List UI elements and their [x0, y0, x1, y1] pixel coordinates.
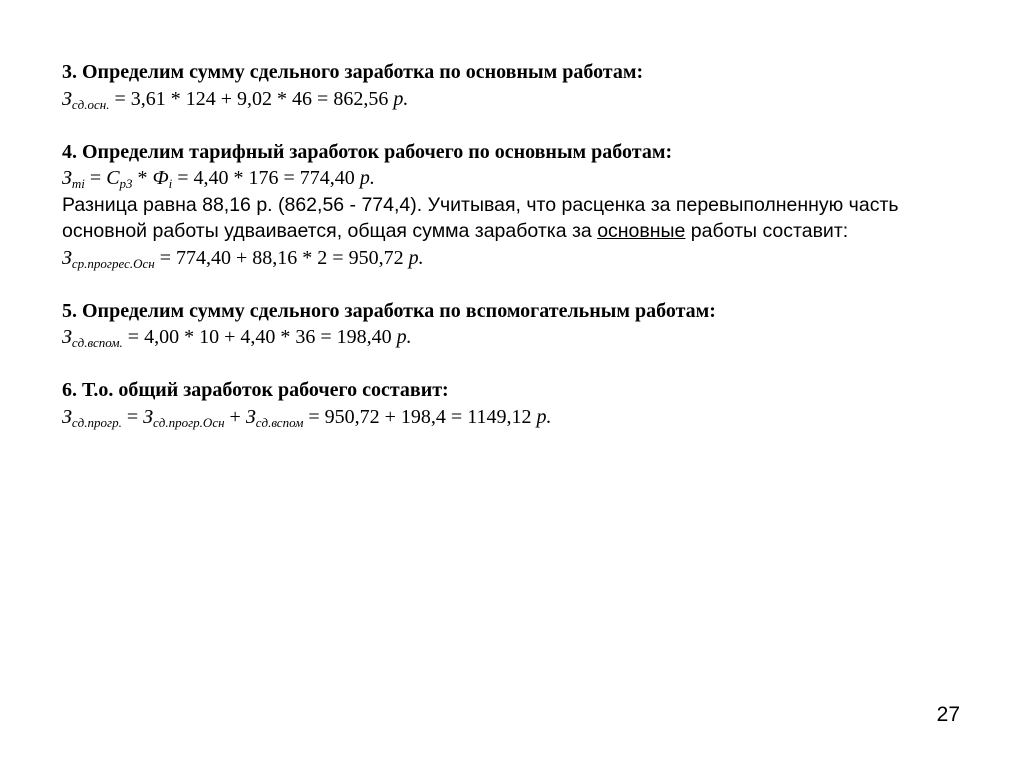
formula-symbol: З: [62, 87, 72, 110]
underlined-word: основные: [597, 220, 686, 242]
spacer: [62, 351, 982, 378]
formula-symbol: З: [62, 405, 72, 428]
formula-subscript: сд.прогр.Осн: [153, 414, 225, 430]
section-4-heading: 4. Определим тарифный заработок рабочего по основным работам:: [62, 140, 673, 163]
formula-subscript: сд.вспом: [255, 414, 304, 430]
page-number: 27: [936, 703, 960, 726]
formula-subscript: сд.осн.: [71, 96, 110, 112]
section-6-formula: [62, 404, 982, 431]
formula-symbol: З: [62, 326, 72, 348]
formula-subscript: ср.прогрес.Осн: [71, 255, 155, 271]
section-4-text-line-2: [62, 218, 982, 245]
formula-times: *: [132, 167, 153, 189]
formula-equals: =: [84, 167, 107, 189]
section-4-formula-2: [62, 245, 982, 272]
spacer: [62, 112, 982, 139]
formula-expression: = 4,00 * 10 + 4,40 * 36 = 198,40: [122, 326, 397, 348]
formula-equals: =: [121, 405, 144, 428]
formula-expression: = 950,72 + 198,4 = 1149,12: [303, 405, 537, 428]
text-segment: основной работы удваивается, общая сумма заработка за: [62, 220, 598, 242]
formula-symbol: С: [106, 167, 120, 189]
formula-unit: р.: [359, 167, 375, 189]
section-3-heading: 3. Определим сумму сдельного заработка по основным работам:: [62, 61, 644, 83]
text-segment: работы составит:: [685, 220, 849, 242]
formula-subscript: сд.вспом.: [71, 335, 123, 350]
section-3-formula: [62, 86, 982, 113]
formula-expression: = 4,40 * 176 = 774,40: [172, 167, 360, 189]
formula-symbol: Ф: [152, 167, 169, 189]
formula-unit: р.: [408, 246, 424, 269]
formula-plus: +: [224, 405, 246, 428]
formula-unit: р.: [393, 87, 409, 110]
section-6-heading: 6. Т.о. общий заработок рабочего составит:: [62, 379, 449, 401]
formula-symbol: З: [62, 246, 72, 269]
formula-expression: = 3,61 * 124 + 9,02 * 46 = 862,56: [109, 87, 394, 110]
formula-subscript: тi: [71, 176, 85, 191]
formula-subscript: сд.прогр.: [71, 414, 122, 430]
formula-symbol: З: [143, 405, 154, 428]
section-5-heading: 5. Определим сумму сдельного заработка по вспомогательным работам:: [62, 299, 716, 322]
slide-content: [62, 59, 982, 430]
formula-expression: = 774,40 + 88,16 * 2 = 950,72: [154, 246, 409, 269]
formula-symbol: З: [245, 405, 256, 428]
spacer: [62, 271, 982, 298]
section-5-formula: [62, 324, 982, 351]
section-4-text-line-1: Разница равна 88,16 р. (862,56 - 774,4). Учитывая, что расценка за перевыполненную часть: [62, 193, 899, 216]
section-4-formula: [62, 165, 982, 192]
formula-subscript: i: [168, 176, 173, 191]
formula-unit: р.: [396, 326, 412, 348]
formula-subscript: р3: [119, 176, 133, 191]
formula-unit: р.: [536, 405, 552, 428]
formula-symbol: З: [62, 167, 72, 189]
